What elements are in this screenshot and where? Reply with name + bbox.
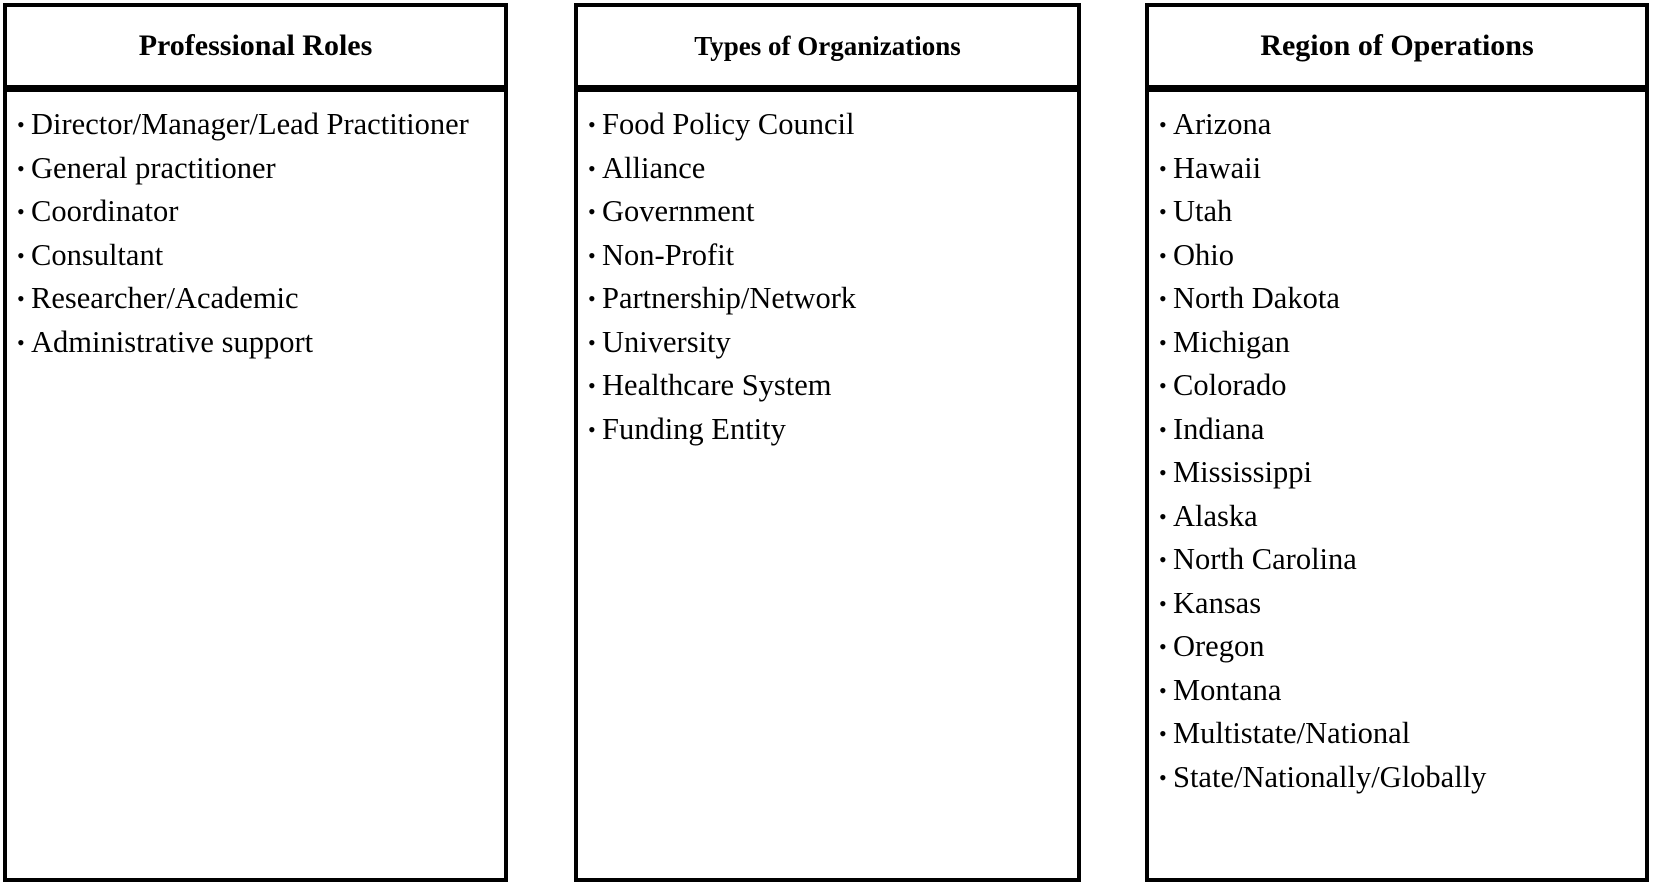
list-item: • Mississippi: [1159, 455, 1312, 489]
bullet-icon: •: [1159, 460, 1167, 485]
list-item: • Coordinator: [17, 194, 179, 228]
bullet-icon: •: [1159, 677, 1167, 703]
bullet-icon: •: [588, 242, 596, 268]
list-item: • Kansas: [1159, 585, 1262, 620]
bullet-icon: •: [1159, 416, 1167, 442]
panel-region-of-operations: [1145, 3, 1649, 882]
bullet-icon: •: [1159, 329, 1167, 355]
body-professional-roles: [3, 88, 508, 882]
bullet-icon: •: [17, 329, 25, 355]
bullet-icon: •: [17, 286, 25, 311]
bullet-icon: •: [588, 155, 596, 181]
bullet-icon: •: [17, 199, 25, 224]
bullet-icon: •: [1159, 373, 1167, 398]
bullet-icon: •: [1159, 721, 1167, 746]
header-professional-roles: [3, 3, 508, 89]
list-item: • Multistate/National: [1159, 716, 1411, 750]
header-region-of-operations: [1145, 3, 1649, 89]
bullet-icon: •: [17, 112, 25, 137]
column-title: Region of Operations: [1260, 29, 1534, 62]
list-item: • North Carolina: [1159, 542, 1357, 576]
bullet-icon: •: [1159, 155, 1167, 181]
list-item: • Michigan: [1159, 324, 1290, 359]
list-item: • Healthcare System: [588, 368, 832, 402]
bullet-icon: •: [588, 329, 596, 355]
bullet-icon: •: [1159, 503, 1167, 529]
column-title: Types of Organizations: [694, 30, 961, 61]
column-title: Professional Roles: [138, 29, 373, 62]
list-item: • Ohio: [1159, 237, 1234, 272]
bullet-icon: •: [17, 242, 25, 268]
bullet-icon: •: [588, 416, 596, 442]
list-item: • Alaska: [1159, 498, 1258, 533]
bullet-icon: •: [588, 373, 596, 398]
bullet-icon: •: [1159, 286, 1167, 311]
list-item: • Administrative support: [17, 324, 314, 359]
bullet-icon: •: [1159, 764, 1167, 790]
list-item: • North Dakota: [1159, 281, 1340, 315]
bullet-icon: •: [1159, 199, 1167, 224]
bullet-icon: •: [1159, 242, 1167, 268]
list-item: • Researcher/Academic: [17, 281, 299, 315]
list-professional-roles: [17, 106, 496, 367]
list-item: • Hawaii: [1159, 150, 1262, 185]
list-item: • Government: [588, 194, 755, 228]
list-item: • Colorado: [1159, 368, 1287, 402]
bullet-icon: •: [588, 199, 596, 224]
list-item: • University: [588, 324, 731, 359]
list-item: • Consultant: [17, 237, 164, 272]
list-item: • Partnership/Network: [588, 281, 857, 315]
list-item: • State/Nationally/Globally: [1159, 759, 1487, 794]
header-types-of-organizations: [574, 3, 1081, 89]
bullet-icon: •: [1159, 112, 1167, 137]
bullet-icon: •: [1159, 547, 1167, 572]
list-item: • Utah: [1159, 194, 1233, 228]
list-item: • Director/Manager/Lead Practitioner: [17, 107, 469, 141]
list-item: • Non-Profit: [588, 237, 735, 272]
list-item: • Montana: [1159, 672, 1282, 707]
list-item: • Oregon: [1159, 629, 1265, 663]
list-types-of-organizations: [588, 106, 1069, 454]
bullet-icon: •: [1159, 634, 1167, 659]
bullet-icon: •: [1159, 590, 1167, 616]
bullet-icon: •: [17, 155, 25, 181]
list-item: • Arizona: [1159, 107, 1272, 141]
list-item: • Indiana: [1159, 411, 1265, 446]
bullet-icon: •: [588, 286, 596, 311]
body-region-of-operations: [1145, 88, 1649, 882]
list-item: • General practitioner: [17, 150, 276, 185]
body-types-of-organizations: [574, 88, 1081, 882]
panel-professional-roles: [3, 3, 508, 882]
bullet-icon: •: [588, 112, 596, 137]
panel-types-of-organizations: [574, 3, 1081, 882]
list-item: • Food Policy Council: [588, 107, 855, 141]
list-region-of-operations: [1159, 106, 1637, 802]
list-item: • Alliance: [588, 150, 706, 185]
list-item: • Funding Entity: [588, 411, 786, 446]
